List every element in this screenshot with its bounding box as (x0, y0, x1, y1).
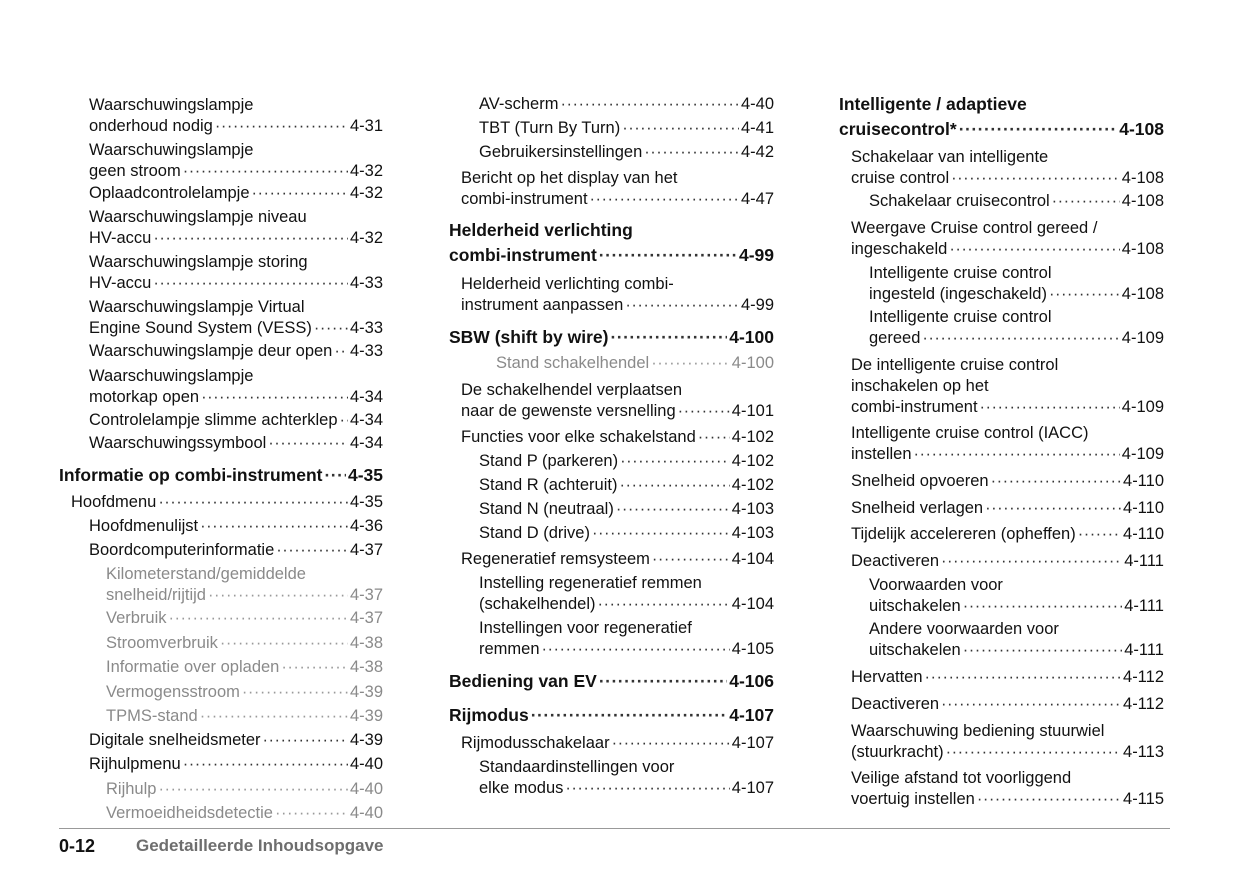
toc-entry-page: 4-33 (349, 319, 383, 337)
toc-entry-page: 4-105 (731, 640, 774, 658)
toc-entry[interactable] (449, 669, 774, 694)
dot-leader (619, 475, 729, 496)
toc-entry-page: 4-32 (349, 162, 383, 180)
toc-entry[interactable] (869, 619, 1164, 661)
toc-entry-page: 4-110 (1123, 499, 1164, 517)
toc-entry-page: 4-100 (731, 354, 774, 372)
dot-leader (597, 594, 729, 615)
toc-entry[interactable] (461, 733, 774, 754)
toc-entry-label: Stand R (achteruit) (479, 476, 618, 494)
toc-entry[interactable] (106, 803, 383, 824)
toc-entry-label: Controlelampje slimme achterklep (89, 411, 338, 429)
dot-leader (941, 694, 1121, 715)
dot-leader (652, 549, 730, 570)
toc-entry-label: Stroomverbruik (106, 634, 218, 652)
toc-entry-page: 4-103 (731, 524, 774, 542)
toc-entry-page: 4-112 (1123, 668, 1164, 686)
footer-section-title: Gedetailleerde Inhoudsopgave (136, 836, 384, 855)
dot-leader (268, 433, 348, 454)
toc-entry-label: Verbruik (106, 609, 167, 627)
toc-entry-page: 4-101 (731, 402, 774, 420)
toc-entry-page: 4-37 (349, 586, 383, 604)
toc-entry[interactable] (479, 475, 774, 496)
toc-entry-label: Vermoeidheidsdetectie (106, 804, 273, 822)
dot-leader (592, 523, 730, 544)
dot-leader (275, 803, 348, 824)
toc-entry[interactable] (496, 353, 774, 374)
toc-entry-title-line: Instellingen voor regeneratief (479, 619, 692, 637)
dot-leader (991, 471, 1121, 492)
dot-leader (276, 540, 348, 561)
dot-leader (985, 498, 1121, 519)
dot-leader (215, 116, 348, 137)
toc-entry-title-line: Andere voorwaarden voor (869, 620, 1059, 638)
toc-entry-label: Oplaadcontrolelampje (89, 184, 250, 202)
toc-entry-title-line: Intelligente cruise control (IACC) (851, 424, 1089, 442)
dot-leader (220, 633, 348, 654)
toc-entry[interactable] (479, 142, 774, 163)
toc-entry-label: Rijhulpmenu (89, 755, 181, 773)
toc-entry[interactable] (106, 706, 383, 727)
toc-entry-title-line: Helderheid verlichting (449, 220, 633, 240)
toc-entry-label: SBW (shift by wire) (449, 327, 609, 347)
toc-entry-page: 4-111 (1124, 597, 1164, 615)
toc-entry[interactable] (851, 471, 1164, 492)
toc-entry[interactable] (461, 380, 774, 422)
toc-entry-label: Rijmodus (449, 705, 529, 725)
toc-entry[interactable] (106, 564, 383, 606)
toc-entry-page: 4-108 (1121, 285, 1164, 303)
dot-leader (158, 492, 348, 513)
toc-entry[interactable] (89, 516, 383, 537)
toc-entry-label: Snelheid opvoeren (851, 472, 989, 490)
dot-leader (183, 161, 348, 182)
toc-entry[interactable] (479, 451, 774, 472)
toc-entry-page: 4-47 (740, 190, 774, 208)
toc-entry-page: 4-40 (349, 755, 383, 773)
toc-entry-label: Rijmodusschakelaar (461, 734, 610, 752)
toc-entry-page: 4-107 (731, 734, 774, 752)
toc-entry-page: 4-38 (349, 658, 383, 676)
toc-entry-label: Hervatten (851, 668, 923, 686)
footer-page-number: 0-12 (59, 836, 96, 856)
toc-entry-page: 4-107 (731, 779, 774, 797)
toc-entry-label: onderhoud nodig (89, 117, 213, 135)
toc-entry-label: Waarschuwingslampje deur open (89, 342, 333, 360)
toc-entry[interactable] (106, 779, 383, 800)
toc-entry[interactable] (89, 410, 383, 431)
toc-entry[interactable] (869, 307, 1164, 349)
toc-entry-label: combi-instrument (449, 245, 597, 265)
toc-entry[interactable] (479, 94, 774, 115)
toc-entry-label: instrument aanpassen (461, 296, 624, 314)
dot-leader (200, 706, 348, 727)
toc-entry-page: 4-115 (1123, 790, 1164, 808)
dot-leader (946, 742, 1121, 763)
toc-entry-label: ingesteld (ingeschakeld) (869, 285, 1047, 303)
dot-leader (599, 669, 727, 694)
dot-leader (252, 183, 348, 204)
toc-entry-title-line: Weergave Cruise control gereed / (851, 219, 1098, 237)
dot-leader (158, 779, 348, 800)
toc-entry-page: 4-111 (1124, 641, 1164, 659)
dot-leader (242, 682, 348, 703)
toc-entry-title-line: Standaardinstellingen voor (479, 758, 675, 776)
toc-entry-title-line: Waarschuwingslampje (89, 141, 254, 159)
toc-entry-page: 4-35 (347, 465, 383, 485)
toc-entry-page: 4-40 (349, 804, 383, 822)
toc-entry-page: 4-38 (349, 634, 383, 652)
toc-entry[interactable] (479, 618, 774, 660)
toc-entry-label: Engine Sound System (VESS) (89, 319, 312, 337)
toc-entry-page: 4-102 (731, 428, 774, 446)
toc-entry-label: Informatie op combi-instrument (59, 465, 323, 485)
toc-entry[interactable] (851, 721, 1164, 763)
toc-entry[interactable] (89, 207, 383, 249)
toc-entry-title-line: Waarschuwing bediening stuurwiel (851, 722, 1105, 740)
toc-entry-label: voertuig instellen (851, 790, 975, 808)
toc-entry-page: 4-33 (349, 342, 383, 360)
toc-entry-page: 4-106 (729, 671, 774, 691)
dot-leader (963, 596, 1123, 617)
toc-entry-page: 4-108 (1121, 169, 1164, 187)
toc-entry-label: snelheid/rijtijd (106, 586, 206, 604)
toc-entry-label: geen stroom (89, 162, 181, 180)
toc-entry-page: 4-42 (740, 143, 774, 161)
toc-entry-label: naar de gewenste versnelling (461, 402, 676, 420)
dot-leader (201, 387, 348, 408)
toc-entry[interactable] (461, 274, 774, 316)
dot-leader (324, 463, 345, 488)
dot-leader (612, 733, 730, 754)
toc-entry-page: 4-102 (731, 452, 774, 470)
dot-leader (963, 640, 1123, 661)
toc-entry-page: 4-107 (729, 705, 774, 725)
toc-entry-label: Stand P (parkeren) (479, 452, 619, 470)
toc-entry-title-line: De schakelhendel verplaatsen (461, 381, 683, 399)
toc-entry-page: 4-36 (349, 517, 383, 535)
toc-entry-label: combi-instrument (851, 398, 978, 416)
toc-entry-title-line: Bericht op het display van het (461, 169, 678, 187)
toc-entry-page: 4-35 (349, 493, 383, 511)
dot-leader (980, 397, 1120, 418)
toc-entry-title-line: Schakelaar van intelligente (851, 148, 1049, 166)
dot-leader (281, 657, 348, 678)
dot-leader (334, 341, 348, 362)
dot-leader (599, 243, 737, 268)
toc-entry-title-line: Veilige afstand tot voorliggend (851, 769, 1072, 787)
toc-entry[interactable] (479, 499, 774, 520)
dot-leader (644, 142, 739, 163)
toc-entry-label: cruise control (851, 169, 950, 187)
toc-entry-label: uitschakelen (869, 641, 961, 659)
dot-leader (590, 189, 739, 210)
toc-entry-label: TBT (Turn By Turn) (479, 119, 621, 137)
toc-entry-page: 4-41 (740, 119, 774, 137)
toc-entry-page: 4-99 (738, 245, 774, 265)
toc-entry-page: 4-34 (349, 388, 383, 406)
toc-entry-label: AV-scherm (479, 95, 559, 113)
toc-entry-page: 4-40 (740, 95, 774, 113)
toc-entry-label: Gebruikersinstellingen (479, 143, 643, 161)
toc-entry-label: (schakelhendel) (479, 595, 596, 613)
toc-entry-page: 4-103 (731, 500, 774, 518)
dot-leader (542, 639, 730, 660)
toc-entry[interactable] (449, 218, 774, 268)
toc-entry-label: ingeschakeld (851, 240, 948, 258)
toc-entry-page: 4-109 (1121, 445, 1164, 463)
toc-entry[interactable] (479, 118, 774, 139)
toc-entry[interactable] (851, 694, 1164, 715)
toc-entry-label: cruisecontrol* (839, 119, 957, 139)
toc-entry[interactable] (89, 183, 383, 204)
toc-entry-label: Hoofdmenu (71, 493, 157, 511)
toc-entry-page: 4-32 (349, 184, 383, 202)
toc-entry-label: motorkap open (89, 388, 200, 406)
dot-leader (153, 273, 348, 294)
toc-entry-page: 4-37 (349, 609, 383, 627)
toc-entry-label: Deactiveren (851, 695, 940, 713)
toc-entry-label: Stand D (drive) (479, 524, 590, 542)
toc-entry-title-line: Waarschuwingslampje Virtual (89, 298, 305, 316)
toc-entry-label: elke modus (479, 779, 564, 797)
toc-entry[interactable] (479, 523, 774, 544)
toc-entry-page: 4-39 (349, 731, 383, 749)
toc-entry-label: Bediening van EV (449, 671, 597, 691)
toc-entry-page: 4-109 (1121, 329, 1164, 347)
toc-entry-label: Tijdelijk accelereren (opheffen) (851, 525, 1076, 543)
toc-entry[interactable] (851, 498, 1164, 519)
toc-entry[interactable] (479, 757, 774, 799)
toc-entry[interactable] (869, 191, 1164, 212)
dot-leader (560, 94, 739, 115)
toc-entry-label: TPMS-stand (106, 707, 198, 725)
toc-entry-label: Deactiveren (851, 552, 940, 570)
toc-entry[interactable] (89, 95, 383, 137)
toc-entry[interactable] (89, 341, 383, 362)
toc-entry[interactable] (461, 168, 774, 210)
toc-entry-page: 4-102 (731, 476, 774, 494)
toc-entry-page: 4-110 (1123, 525, 1164, 543)
dot-leader (183, 754, 348, 775)
toc-entry[interactable] (106, 657, 383, 678)
toc-entry[interactable] (851, 524, 1164, 545)
toc-entry-title-line: Kilometerstand/gemiddelde (106, 565, 306, 583)
dot-leader (951, 168, 1120, 189)
toc-entry[interactable] (851, 768, 1164, 810)
toc-entry-label: Boordcomputerinformatie (89, 541, 275, 559)
toc-entry-title-line: Intelligente cruise control (869, 264, 1052, 282)
dot-leader (925, 667, 1121, 688)
toc-entry-page: 4-112 (1123, 695, 1164, 713)
toc-entry-label: Digitale snelheidsmeter (89, 731, 261, 749)
toc-entry-page: 4-108 (1119, 119, 1164, 139)
dot-leader (651, 353, 730, 374)
toc-entry[interactable] (449, 703, 774, 728)
toc-entry-title-line: inschakelen op het (851, 377, 989, 395)
dot-leader (1049, 284, 1120, 305)
toc-entry-page: 4-34 (349, 411, 383, 429)
dot-leader (941, 551, 1122, 572)
toc-entry-title-line: Waarschuwingslampje (89, 367, 254, 385)
toc-entry-label: HV-accu (89, 229, 152, 247)
dot-leader (625, 295, 739, 316)
toc-entry[interactable] (71, 492, 383, 513)
toc-entry-title-line: Waarschuwingslampje storing (89, 253, 308, 271)
toc-entry-title-line: Waarschuwingslampje niveau (89, 208, 307, 226)
toc-entry-page: 4-31 (349, 117, 383, 135)
toc-entry[interactable] (479, 573, 774, 615)
toc-entry[interactable] (89, 297, 383, 339)
toc-entry-label: HV-accu (89, 274, 152, 292)
toc-entry[interactable] (89, 366, 383, 408)
toc-entry-page: 4-99 (740, 296, 774, 314)
toc-entry-page: 4-104 (731, 595, 774, 613)
toc-entry[interactable] (59, 463, 383, 488)
toc-entry-label: Informatie over opladen (106, 658, 280, 676)
toc-entry[interactable] (89, 140, 383, 182)
dot-leader (949, 239, 1119, 260)
toc-entry[interactable] (89, 252, 383, 294)
dot-leader (620, 451, 730, 472)
toc-entry-label: gereed (869, 329, 921, 347)
toc-entry[interactable] (89, 730, 383, 751)
toc-entry-label: Hoofdmenulijst (89, 517, 199, 535)
toc-entry[interactable] (89, 754, 383, 775)
toc-entry-page: 4-108 (1121, 192, 1164, 210)
toc-entry-page: 4-100 (729, 327, 774, 347)
toc-entry-page: 4-40 (349, 780, 383, 798)
toc-entry[interactable] (89, 433, 383, 454)
toc-entry-label: uitschakelen (869, 597, 961, 615)
toc-entry-title-line: Waarschuwingslampje (89, 96, 254, 114)
dot-leader (200, 516, 348, 537)
dot-leader (531, 703, 728, 728)
toc-entry-label: Vermogensstroom (106, 683, 240, 701)
dot-leader (622, 118, 739, 139)
dot-leader (959, 117, 1118, 142)
dot-leader (169, 608, 348, 629)
toc-entry-page: 4-104 (731, 550, 774, 568)
toc-entry-page: 4-110 (1123, 472, 1164, 490)
toc-entry-label: Waarschuwingssymbool (89, 434, 267, 452)
toc-entry-label: Rijhulp (106, 780, 157, 798)
dot-leader (153, 228, 348, 249)
toc-entry-label: instellen (851, 445, 912, 463)
toc-entry[interactable] (461, 427, 774, 448)
toc-entry[interactable] (106, 608, 383, 629)
toc-entry-title-line: Intelligente / adaptieve (839, 94, 1027, 114)
toc-entry-page: 4-113 (1123, 743, 1164, 761)
toc-entry[interactable] (89, 540, 383, 561)
toc-entry-title-line: Instelling regeneratief remmen (479, 574, 702, 592)
toc-entry-page: 4-108 (1121, 240, 1164, 258)
dot-leader (914, 444, 1120, 465)
toc-entry-title-line: Helderheid verlichting combi- (461, 275, 674, 293)
toc-entry-page: 4-32 (349, 229, 383, 247)
toc-entry-page: 4-109 (1121, 398, 1164, 416)
toc-entry[interactable] (461, 549, 774, 570)
toc-entry[interactable] (869, 575, 1164, 617)
dot-leader (1052, 191, 1120, 212)
toc-entry[interactable] (851, 667, 1164, 688)
dot-leader (616, 499, 730, 520)
toc-entry[interactable] (106, 633, 383, 654)
dot-leader (698, 427, 730, 448)
toc-entry-label: Functies voor elke schakelstand (461, 428, 696, 446)
dot-leader (977, 789, 1121, 810)
dot-leader (340, 410, 348, 431)
toc-entry[interactable] (449, 325, 774, 350)
toc-entry-label: Schakelaar cruisecontrol (869, 192, 1050, 210)
toc-entry-label: Stand N (neutraal) (479, 500, 614, 518)
toc-entry[interactable] (851, 218, 1164, 260)
toc-entry[interactable] (106, 682, 383, 703)
toc-entry[interactable] (839, 92, 1164, 142)
toc-entry-title-line: Intelligente cruise control (869, 308, 1052, 326)
toc-entry-title-line: De intelligente cruise control (851, 356, 1059, 374)
toc-entry[interactable] (851, 147, 1164, 189)
toc-entry-page: 4-111 (1124, 552, 1164, 570)
toc-entry-label: combi-instrument (461, 190, 588, 208)
toc-entry-label: Regeneratief remsysteem (461, 550, 650, 568)
toc-entry-label: remmen (479, 640, 540, 658)
dot-leader (610, 325, 727, 350)
dot-leader (565, 778, 729, 799)
dot-leader (678, 401, 730, 422)
dot-leader (263, 730, 348, 751)
dot-leader (1078, 524, 1121, 545)
toc-entry-page: 4-39 (349, 683, 383, 701)
toc-entry-page: 4-39 (349, 707, 383, 725)
toc-entry[interactable] (851, 423, 1164, 465)
toc-entry-label: Stand schakelhendel (496, 354, 650, 372)
dot-leader (314, 318, 348, 339)
dot-leader (208, 585, 348, 606)
dot-leader (922, 328, 1119, 349)
toc-entry[interactable] (851, 355, 1164, 418)
toc-entry-page: 4-33 (349, 274, 383, 292)
toc-entry-label: (stuurkracht) (851, 743, 944, 761)
toc-entry[interactable] (851, 551, 1164, 572)
toc-entry-label: Snelheid verlagen (851, 499, 984, 517)
toc-entry-page: 4-37 (349, 541, 383, 559)
toc-entry[interactable] (869, 263, 1164, 305)
footer-rule (59, 828, 1170, 829)
toc-entry-page: 4-34 (349, 434, 383, 452)
toc-entry-title-line: Voorwaarden voor (869, 576, 1003, 594)
